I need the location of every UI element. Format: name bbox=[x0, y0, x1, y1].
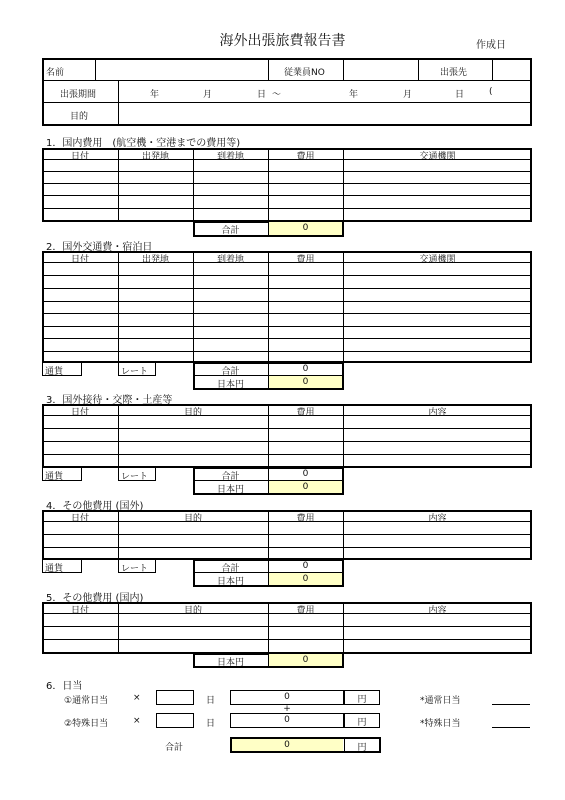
normal-allowance-note: *通常日当 bbox=[420, 696, 461, 706]
section4-yen-label: 日本円 bbox=[216, 577, 244, 587]
section4-total: 0 bbox=[302, 561, 309, 571]
destination-field[interactable] bbox=[494, 60, 530, 80]
employee-no-label: 従業員NO bbox=[284, 68, 325, 78]
col-purpose: 目的 bbox=[183, 606, 202, 616]
section2-yen: 0 bbox=[302, 377, 309, 387]
period-label: 出張期間 bbox=[60, 90, 97, 100]
normal-allowance-value: 0 bbox=[284, 692, 290, 702]
destination-label: 出張先 bbox=[440, 68, 468, 78]
section3-yen-label: 日本円 bbox=[216, 485, 244, 495]
col-transport: 交通機関 bbox=[419, 255, 456, 265]
period-month: 月 bbox=[203, 90, 213, 100]
currency-label: 通貨 bbox=[45, 367, 64, 377]
col-date: 日付 bbox=[70, 408, 89, 418]
yen-unit: 円 bbox=[357, 695, 367, 705]
rate-label: レート bbox=[121, 564, 149, 574]
col-date: 日付 bbox=[70, 255, 89, 265]
special-note-line[interactable] bbox=[492, 727, 530, 728]
employee-no-field[interactable] bbox=[345, 60, 417, 80]
col-cost: 費用 bbox=[296, 408, 315, 418]
period-day-end: 日 bbox=[455, 90, 465, 100]
section3-total: 0 bbox=[302, 469, 309, 479]
period-year: 年 bbox=[150, 90, 160, 100]
purpose-field[interactable] bbox=[120, 104, 528, 124]
col-purpose: 目的 bbox=[183, 514, 202, 524]
col-content: 内容 bbox=[428, 514, 447, 524]
special-allowance-note: *特殊日当 bbox=[420, 719, 461, 729]
normal-note-line[interactable] bbox=[492, 704, 530, 705]
period-tilde: ～ bbox=[272, 90, 282, 100]
section4-yen: 0 bbox=[302, 574, 309, 584]
yen-unit: 円 bbox=[357, 718, 367, 728]
name-field[interactable] bbox=[96, 60, 266, 80]
special-allowance-label: ②特殊日当 bbox=[64, 719, 109, 729]
col-transport: 交通機関 bbox=[419, 152, 456, 162]
section4-total-label: 合計 bbox=[221, 564, 240, 574]
period-paren: ( bbox=[489, 87, 493, 97]
section1-title: 1．国内費用 (航空機・空港までの費用等) bbox=[46, 138, 241, 149]
col-arrival: 到着地 bbox=[216, 152, 244, 162]
day-unit: 日 bbox=[206, 719, 216, 729]
section1-total: 0 bbox=[302, 223, 309, 233]
col-content: 内容 bbox=[428, 606, 447, 616]
allowance-total-label: 合計 bbox=[165, 743, 184, 753]
section5-yen: 0 bbox=[302, 655, 309, 665]
allowance-total: 0 bbox=[284, 740, 290, 750]
col-cost: 費用 bbox=[296, 514, 315, 524]
section4-title: 4．その他費用 (国外) bbox=[46, 501, 144, 512]
name-label: 名前 bbox=[46, 68, 65, 78]
col-arrival: 到着地 bbox=[216, 255, 244, 265]
section2-total: 0 bbox=[302, 364, 309, 374]
col-cost: 費用 bbox=[296, 152, 315, 162]
section2-yen-label: 日本円 bbox=[216, 380, 244, 390]
section2-title: 2．国外交通費・宿泊日 bbox=[46, 242, 153, 253]
normal-allowance-label: ①通常日当 bbox=[64, 696, 109, 706]
rate-label: レート bbox=[121, 472, 149, 482]
section3-title: 3．国外接待・交際・土産等 bbox=[46, 395, 173, 406]
special-days-field[interactable] bbox=[156, 713, 194, 728]
col-content: 内容 bbox=[428, 408, 447, 418]
purpose-label: 目的 bbox=[70, 112, 89, 122]
period-month-end: 月 bbox=[403, 90, 413, 100]
day-unit: 日 bbox=[206, 696, 216, 706]
col-purpose: 目的 bbox=[183, 408, 202, 418]
section3-yen: 0 bbox=[302, 482, 309, 492]
section3-total-label: 合計 bbox=[221, 472, 240, 482]
col-date: 日付 bbox=[70, 514, 89, 524]
yen-unit: 円 bbox=[357, 743, 367, 753]
currency-label: 通貨 bbox=[45, 472, 64, 482]
times-icon: × bbox=[133, 716, 141, 726]
period-year-end: 年 bbox=[349, 90, 359, 100]
col-departure: 出発地 bbox=[141, 152, 169, 162]
period-day: 日 bbox=[257, 90, 267, 100]
section5-title: 5．その他費用 (国内) bbox=[46, 593, 144, 604]
col-cost: 費用 bbox=[296, 255, 315, 265]
special-allowance-value: 0 bbox=[284, 715, 290, 725]
currency-label: 通貨 bbox=[45, 564, 64, 574]
created-date-label: 作成日 bbox=[476, 40, 506, 51]
col-cost: 費用 bbox=[296, 606, 315, 616]
rate-label: レート bbox=[121, 367, 149, 377]
times-icon: × bbox=[133, 693, 141, 703]
section6-title: 6．日当 bbox=[46, 681, 83, 692]
section1-total-label: 合計 bbox=[221, 226, 240, 236]
col-date: 日付 bbox=[70, 152, 89, 162]
section5-yen-label: 日本円 bbox=[216, 658, 244, 668]
col-date: 日付 bbox=[70, 606, 89, 616]
page-title: 海外出張旅費報告書 bbox=[219, 33, 346, 49]
normal-days-field[interactable] bbox=[156, 690, 194, 705]
plus-icon: + bbox=[283, 704, 291, 714]
col-departure: 出発地 bbox=[141, 255, 169, 265]
section2-total-label: 合計 bbox=[221, 367, 240, 377]
